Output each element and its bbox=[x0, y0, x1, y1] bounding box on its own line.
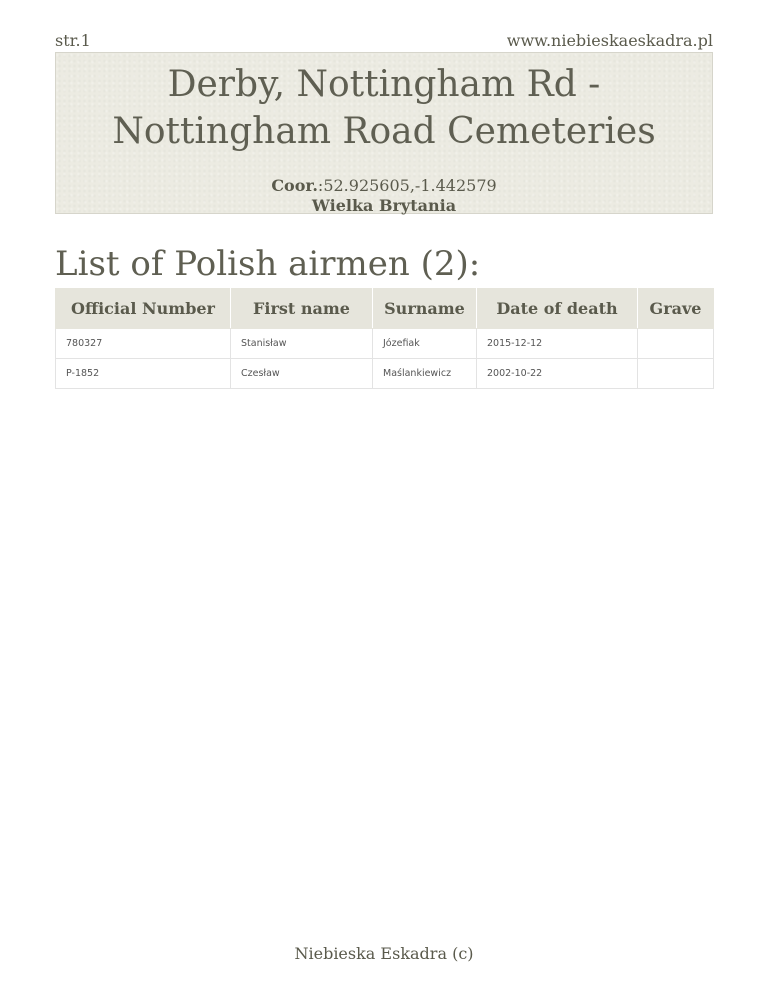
country: Wielka Brytania bbox=[311, 196, 457, 215]
column-header-date-of-death: Date of death bbox=[477, 289, 638, 329]
cell-official-number: P-1852 bbox=[56, 359, 231, 389]
column-header-surname: Surname bbox=[373, 289, 477, 329]
page-number: str.1 bbox=[55, 31, 91, 50]
table-row bbox=[56, 359, 714, 389]
cell-date-of-death: 2002-10-22 bbox=[477, 359, 638, 389]
cell-grave bbox=[638, 329, 714, 359]
cell-date-of-death: 2015-12-12 bbox=[477, 329, 638, 359]
footer-copyright: Niebieska Eskadra (c) bbox=[294, 944, 474, 963]
cell-surname: Maślankiewicz bbox=[373, 359, 477, 389]
website-url: www.niebieskaeskadra.pl bbox=[506, 31, 713, 50]
cemetery-title: Derby, Nottingham Rd - Nottingham Road Cemeteries bbox=[112, 64, 656, 152]
column-header-first-name: First name bbox=[231, 289, 373, 329]
coordinates-value: :52.925605,-1.442579 bbox=[317, 176, 497, 195]
table-header-row bbox=[56, 289, 714, 329]
table-row bbox=[56, 329, 714, 359]
list-title: List of Polish airmen (2): bbox=[55, 244, 481, 284]
cell-surname: Józefiak bbox=[373, 329, 477, 359]
cell-first-name: Czesław bbox=[231, 359, 373, 389]
airmen-table bbox=[55, 288, 714, 389]
coordinates-label: Coor. bbox=[271, 176, 318, 195]
cemetery-header bbox=[55, 52, 713, 214]
column-header-grave: Grave bbox=[638, 289, 714, 329]
cell-official-number: 780327 bbox=[56, 329, 231, 359]
column-header-official-number: Official Number bbox=[56, 289, 231, 329]
cell-grave bbox=[638, 359, 714, 389]
coordinates bbox=[56, 176, 712, 196]
cell-first-name: Stanisław bbox=[231, 329, 373, 359]
